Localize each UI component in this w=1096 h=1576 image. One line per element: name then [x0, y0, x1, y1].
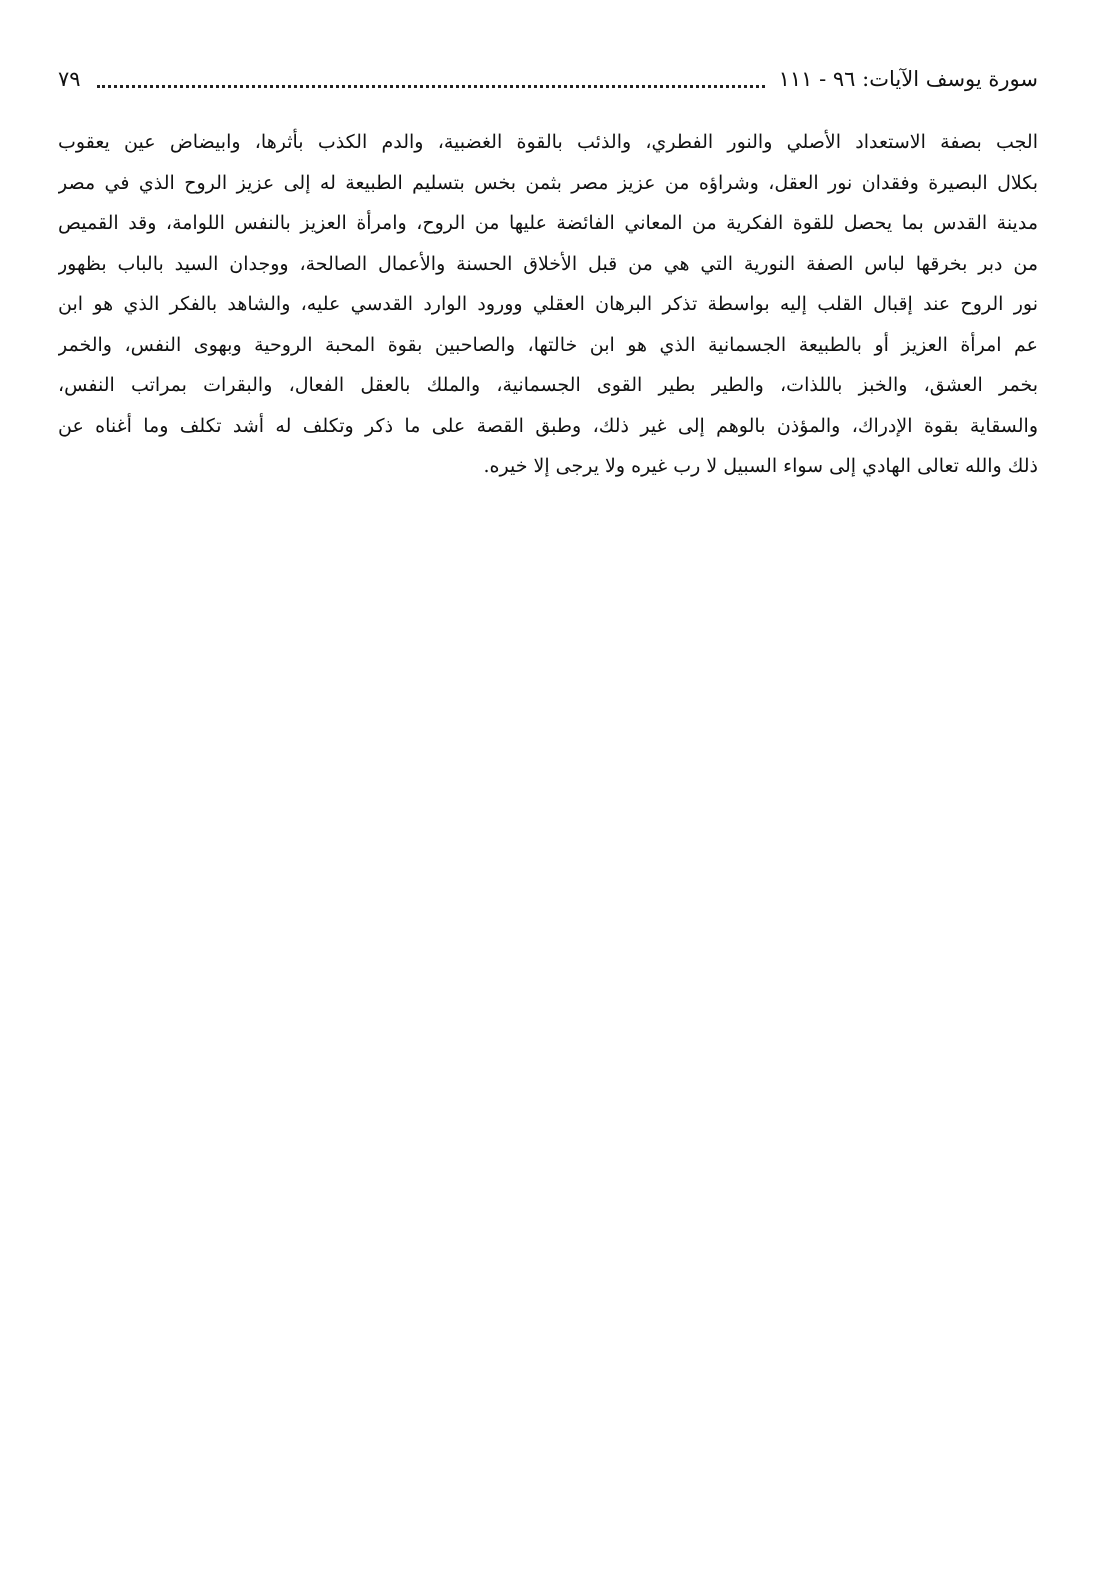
text-line: عم امرأة العزيز أو بالطبيعة الجسمانية الذي هو ابن خالتها، والصاحبين بقوة المحبة الروحية وبهوى النفس، والخمر — [58, 333, 1038, 356]
text-line: بكلال البصيرة وفقدان نور العقل، وشراؤه من عزيز مصر بثمن بخس بتسليم الطبيعة له إلى عزيز الروح الذي في مصر — [58, 171, 1038, 194]
text-line: الجب بصفة الاستعداد الأصلي والنور الفطري، والذئب بالقوة الغضبية، والدم الكذب بأثرها، وابيضاض عين يعقوب — [58, 131, 1038, 153]
text-line: من دبر بخرقها لباس الصفة النورية التي هي من قبل الأخلاق الحسنة والأعمال الصالحة، ووجدان السيد بالباب بظهور — [58, 252, 1038, 275]
running-header — [58, 62, 1038, 96]
text-line: مدينة القدس بما يحصل للقوة الفكرية من المعاني الفائضة عليها من الروح، وامرأة العزيز بالنفس اللوامة، وقد القميص — [58, 212, 1038, 234]
dotted-leader — [97, 85, 765, 88]
text-line: نور الروح عند إقبال القلب إليه بواسطة تذكر البرهان العقلي وورود الوارد القدسي عليه، والشاهد بالفكر الذي هو ابن — [58, 293, 1038, 315]
text-line: ذلك والله تعالى الهادي إلى سواء السبيل لا رب غيره ولا يرجى إلا خيره. — [483, 455, 1038, 477]
page-number: ٧٩ — [58, 67, 81, 91]
text-line: بخمر العشق، والخبز باللذات، والطير بطير القوى الجسمانية، والملك بالعقل الفعال، والبقرات بمراتب النفس، — [58, 374, 1038, 396]
body-paragraph — [58, 122, 1038, 487]
running-header-title: سورة يوسف الآيات: ٩٦ - ١١١ — [778, 67, 1038, 91]
text-line: والسقاية بقوة الإدراك، والمؤذن بالوهم إلى غير ذلك، وطبق القصة على ما ذكر وتكلف له أشد تكلف وما أغناه عن — [58, 414, 1038, 437]
